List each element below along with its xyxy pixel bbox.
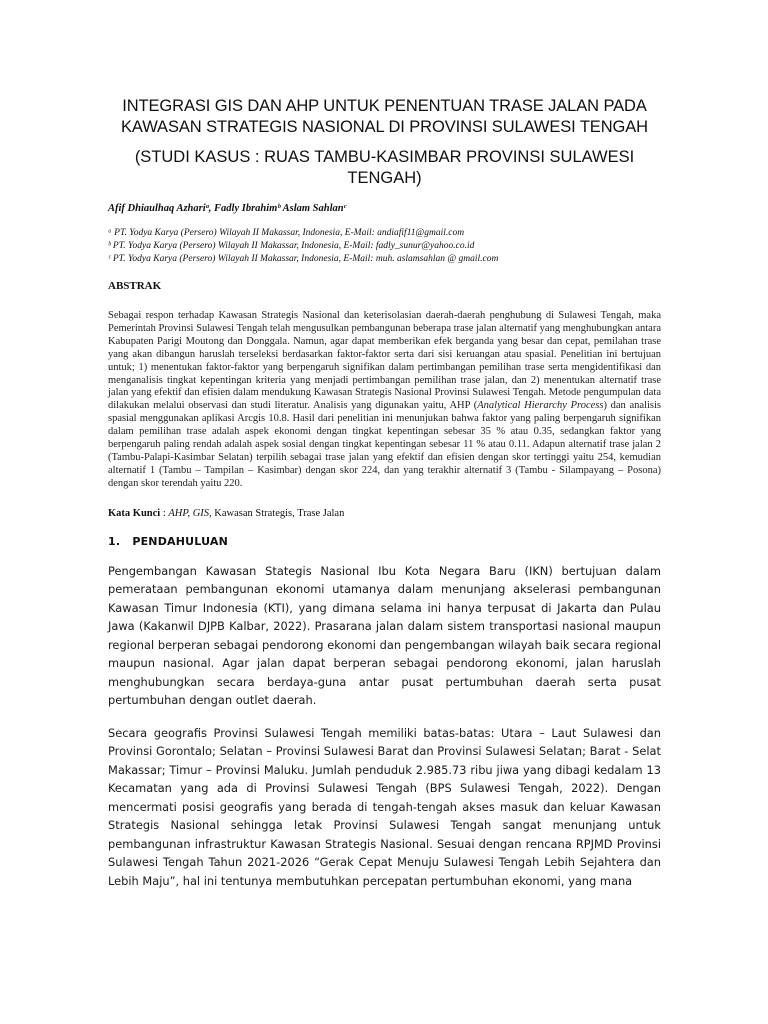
body-paragraph-2: Secara geografis Provinsi Sulawesi Tengah memiliki batas-batas: Utara – Laut Sulawesi dan Provinsi Gorontalo; Selatan – Provinsi Sulawesi Barat dan Provinsi Sulawesi Selatan; Barat - Selat Makassar; Timur – Provinsi Maluku. Jumlah penduduk 2.985.73 ribu jiwa yang dibagi kedalam 13 Kecamatan yang ada di Provinsi Sulawesi Tengah (BPS Sulawesi Tengah, 2022). Dengan mencermati posisi geografis yang berada di tengah-tengah akses masuk dan keluar Kawasan Strategis Nasional sehingga letak Provinsi Sulawesi Tengah sangat menunjang untuk pembangunan infrastruktur Kawasan Strategis Nasional. Sesuai dengan rencana RPJMD Provinsi Sulawesi Tengah Tahun 2021-2026 “Gerak Cepat Menuju Sulawesi Tengah Lebih Sejahtera dan Lebih Maju”, hal ini tentunya membutuhkan percepatan pertumbuhan ekonomi, yang mana — [108, 725, 661, 888]
keywords-rest: Kawasan Strategis, Trase Jalan — [211, 507, 345, 519]
affiliation-a: ᵃ PT. Yodya Karya (Persero) Wilayah II Makassar, Indonesia, E-Mail: andiafif11@gmail.com — [108, 228, 465, 238]
abstract-text-part-1: Sebagai respon terhadap Kawasan Strategis Nasional dan keterisolasian daerah-daerah penghubung di Sulawesi Tengah, maka Pemerintah Provinsi Sulawesi Tengah telah mengusulkan pembangunan beberapa trase jalan alternatif yang menghubungkan antara Kabupaten Parigi Moutong dan Donggala. Namun, agar dapat memberikan efek berganda yang besar dan cepat, pemilahan trase yang akan dibangun haruslah terseleksi berdasarkan faktor-faktor serta dari sisi keruangan atau spasial. Penelitian ini bertujuan untuk; 1) menentukan faktor-faktor yang berpengaruh signifikan dalam pertimbangan pemilihan trase serta mengidentifikasi dan menganalisis tingkat kepentingan kriteria yang menjadi pertimbangan pemilihan trase jalan, dan 2) menentukan alternatif trase jalan yang efektif dan efisien dalam mendukung Kawasan Strategis Nasional Provinsi Sulawesi Tengah. Metode pengumpulan data dilakukan melalui observasi dan studi literatur. Analisis yang digunakan yaitu, AHP ( — [108, 310, 661, 412]
abstract-heading: ABSTRAK — [108, 280, 162, 292]
keywords-label: Kata Kunci — [108, 507, 161, 519]
abstract-text-part-2: ) dan analisis spasial menggunakan aplikasi Arcgis 10.8. Hasil dari penelitian ini menunjukan bahwa faktor yang paling berpengaruh signifikan dalam pemilihan trase adalah aspek ekonomi dengan tingkat kepentingan sebesar 35 % atau 0.35, sedangkan faktor yang berpengaruh paling rendah adalah aspek sosial dengan tingkat kepentingan sebesar 11 % atau 0.11. Adapun alternatif trase jalan 2 (Tambu-Palapi-Kasimbar Selatan) terpilih sebagai trase jalan yang efektif dan efisien dengan skor tertinggi yaitu 254, kemudian alternatif 1 (Tambu – Tampilan – Kasimbar) dengan skor 224, dan yang terakhir alternatif 3 (Tambu - Silampayang – Posona) dengan skor terendah yaitu 220. — [108, 400, 661, 489]
affiliation-c: ᶜ PT. Yodya Karya (Persero) Wilayah II Makassar, Indonesia, E-Mail: muh. aslamsahlan @ gmail.com — [108, 254, 499, 264]
body-paragraph-1: Pengembangan Kawasan Stategis Nasional Ibu Kota Negara Baru (IKN) bertujuan dalam pemerataan pembangunan ekonomi utamanya dalam menunjang akselerasi pembangunan Kawasan Timur Indonesia (KTI), yang dimana selama ini hanya terpusat di Jakarta dan Pulau Jawa (Kakanwil DJPB Kalbar, 2022). Prasarana jalan dalam sistem transportasi nasional maupun regional berperan sebagai pendorong ekonomi dan pengembangan wilayah baik secara regional maupun nasional. Agar jalan dapat berperan sebagai pendorong ekonomi, jalan haruslah menghubungkan secara berdaya-guna antar pusat pertumbuhan daerah serta pusat pertumbuhan dengan outlet daerah. — [108, 563, 661, 708]
abstract-text — [108, 310, 661, 491]
author-list: Afif Dhiaulhaq Azhariᵃ, Fadly Ibrahimᵇ Aslam Sahlanᶜ — [108, 203, 347, 214]
abstract-text-italic: Analytical Hierarchy Process — [477, 400, 604, 412]
keywords-line — [108, 508, 661, 519]
affiliation-list — [108, 227, 661, 266]
section-heading-pendahuluan: 1. PENDAHULUAN — [108, 534, 229, 548]
keywords-italic: AHP, GIS, — [168, 507, 212, 519]
affiliation-b: ᵇ PT. Yodya Karya (Persero) Wilayah II Makassar, Indonesia, E-Mail: fadly_sunur@yahoo.co.id — [108, 241, 475, 251]
keywords-separator: : — [160, 507, 169, 519]
paper-title: INTEGRASI GIS DAN AHP UNTUK PENENTUAN TRASE JALAN PADA KAWASAN STRATEGIS NASIONAL DI PROVINSI SULAWESI TENGAH — [121, 97, 648, 136]
paper-subtitle: (STUDI KASUS : RUAS TAMBU-KASIMBAR PROVINSI SULAWESI TENGAH) — [134, 148, 635, 187]
